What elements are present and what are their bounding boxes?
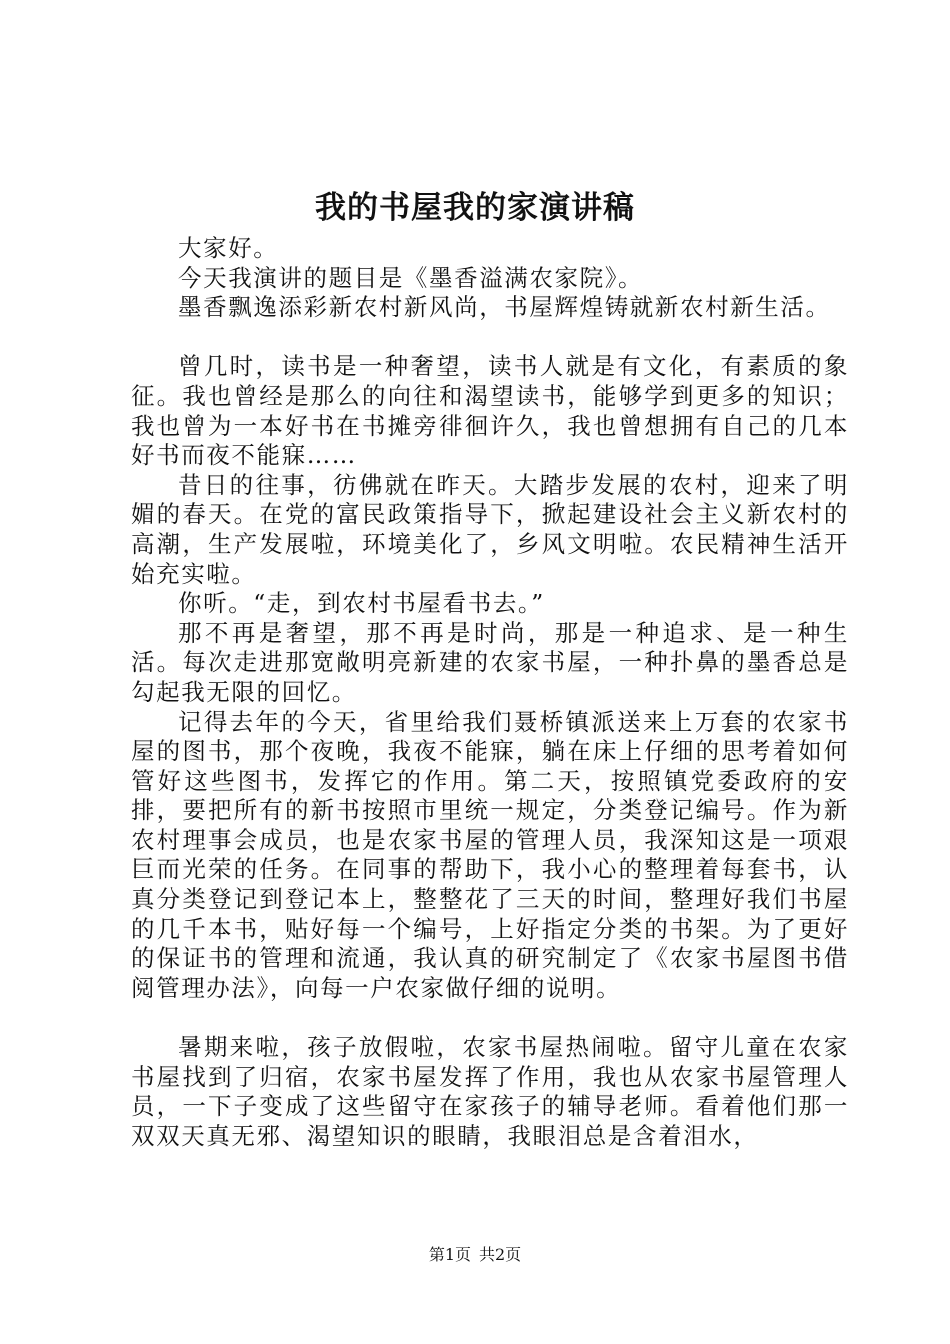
- page-footer: [0, 1244, 950, 1266]
- paragraph-listen: 你听。“走，到农村书屋看书去。”: [178, 589, 545, 618]
- paragraph-memory: 记得去年的今天，省里给我们聂桥镇派送来上万套的农家书屋的图书，那个夜晚，我夜不能寐，躺在床上仔细的思考着如何管好这些图书，发挥它的作用。第二天，按照镇党委政府的安排，要把所有的新书按照市里统一规定，分类登记编号。作为新农村理事会成员，也是农家书屋的管理人员，我深知这是一项艰巨而光荣的任务。在同事的帮助下，我小心的整理着每套书，认真分类登记到登记本上，整整花了三天的时间，整理好我们书屋的几千本书，贴好每一个编号，上好指定分类的书架。为了更好的保证书的管理和流通，我认真的研究制定了《农家书屋图书借阅管理办法》，向每一户农家做仔细的说明。: [131, 707, 849, 1002]
- paragraph-motto: 墨香飘逸添彩新农村新风尚，书屋辉煌铸就新农村新生活。: [178, 293, 831, 322]
- document-title: 我的书屋我的家演讲稿: [315, 190, 635, 226]
- paragraph-summer: 暑期来啦，孩子放假啦，农家书屋热闹啦。留守儿童在农家书屋找到了归宿，农家书屋发挥了作用，我也从农家书屋管理人员，一下子变成了这些留守在家孩子的辅导老师。看着他们那一双双天真无邪、渴望知识的眼睛，我眼泪总是含着泪水，: [131, 1033, 849, 1150]
- paragraph-spacer: [131, 323, 849, 353]
- paragraph-past: 曾几时，读书是一种奢望，读书人就是有文化，有素质的象征。我也曾经是那么的向往和渴望读书，能够学到更多的知识；我也曾为一本好书在书摊旁徘徊许久，我也曾想拥有自己的几本好书而夜不能寐……: [131, 352, 849, 470]
- paragraph-pursuit: 那不再是奢望，那不再是时尚，那是一种追求、是一种生活。每次走进那宽敞明亮新建的农家书屋，一种扑鼻的墨香总是勾起我无限的回忆。: [131, 618, 849, 706]
- paragraph-development: 昔日的往事，彷佛就在昨天。大踏步发展的农村，迎来了明媚的春天。在党的富民政策指导下，掀起建设社会主义新农村的高潮，生产发展啦，环境美化了，乡风文明啦。农民精神生活开始充实啦。: [131, 470, 849, 588]
- page-number: 第1页: [428, 1245, 471, 1264]
- document-body: [131, 234, 849, 1151]
- paragraph-greeting: 大家好。: [178, 234, 279, 262]
- page-total: 共2页: [479, 1245, 522, 1264]
- paragraph-topic: 今天我演讲的题目是《墨香溢满农家院》。: [178, 263, 644, 292]
- paragraph-spacer: [131, 1003, 849, 1033]
